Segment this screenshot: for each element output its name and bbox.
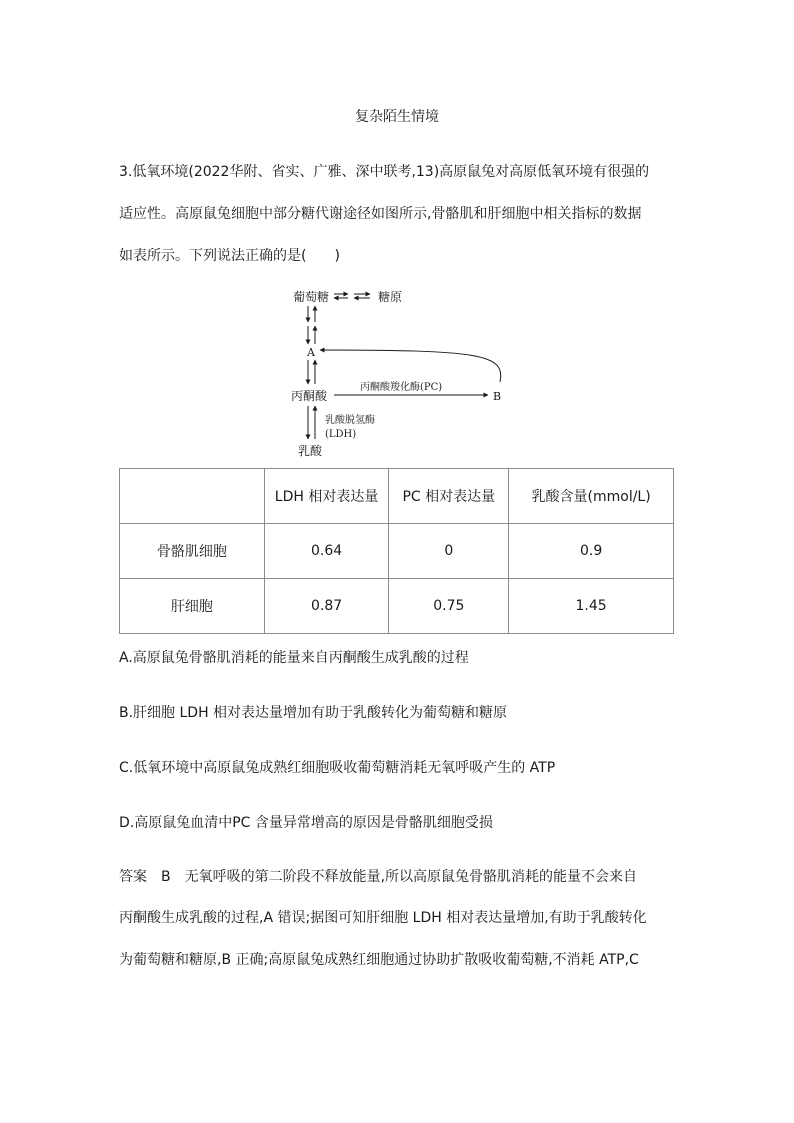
node-b-label: B <box>493 390 502 403</box>
table-cell: 0.9 <box>509 524 674 579</box>
pyruvate-lactate-arrows <box>308 406 315 439</box>
glucose-glycogen-arrows <box>334 294 370 298</box>
answer-text-1: 无氧呼吸的第二阶段不释放能量,所以高原鼠兔骨骼肌消耗的能量不会来自 <box>184 869 638 885</box>
b-to-a-arrow <box>320 350 501 382</box>
glucose-a-arrows <box>308 306 315 344</box>
table-cell: 0.87 <box>264 579 389 634</box>
option-d: D.高原鼠兔血清中PC 含量异常增高的原因是骨骼肌细胞受损 <box>119 815 493 831</box>
question-line-2: 适应性。高原鼠兔细胞中部分糖代谢途径如图所示,骨骼肌和肝细胞中相关指标的数据 <box>119 206 642 222</box>
option-c: C.低氧环境中高原鼠兔成熟红细胞吸收葡萄糖消耗无氧呼吸产生的 ATP <box>119 760 556 776</box>
table-row <box>120 524 674 579</box>
answer-line-1 <box>119 866 637 886</box>
ldh-abbr-label: (LDH) <box>325 429 357 440</box>
table-header-cell: 乳酸含量(mmol/L) <box>509 469 674 524</box>
table-cell: 1.45 <box>509 579 674 634</box>
section-title: 复杂陌生情境 <box>355 109 439 125</box>
table-cell: 骨骼肌细胞 <box>120 524 265 579</box>
table-cell: 0.75 <box>389 579 509 634</box>
table-header-row <box>120 469 674 524</box>
table-header-cell: PC 相对表达量 <box>389 469 509 524</box>
lactate-label: 乳酸 <box>298 444 323 458</box>
table-row <box>120 579 674 634</box>
pyruvate-label: 丙酮酸 <box>291 389 328 403</box>
table-cell: 肝细胞 <box>120 579 265 634</box>
table-header-cell <box>120 469 265 524</box>
pc-enzyme-label: 丙酮酸羧化酶(PC) <box>360 382 443 393</box>
ldh-enzyme-label: 乳酸脱氢酶 <box>325 415 375 426</box>
table-cell: 0.64 <box>264 524 389 579</box>
answer-label: 答案 <box>119 869 147 885</box>
answer-line-3: 为葡萄糖和糖原,B 正确;高原鼠兔成熟红细胞通过协助扩散吸收葡萄糖,不消耗 ATP,C <box>119 952 639 968</box>
option-a: A.高原鼠兔骨骼肌消耗的能量来自丙酮酸生成乳酸的过程 <box>119 650 469 666</box>
metabolic-pathway-diagram <box>280 284 520 464</box>
node-a-label: A <box>307 346 315 359</box>
answer-key: B <box>161 869 171 885</box>
a-pyruvate-arrows <box>308 360 315 384</box>
glycogen-label: 糖原 <box>378 290 403 304</box>
table-header-cell: LDH 相对表达量 <box>264 469 389 524</box>
option-b: B.肝细胞 LDH 相对表达量增加有助于乳酸转化为葡萄糖和糖原 <box>119 705 508 721</box>
question-line-3: 如表所示。下列说法正确的是( ) <box>119 248 340 264</box>
glucose-label: 葡萄糖 <box>293 290 330 304</box>
table-cell: 0 <box>389 524 509 579</box>
answer-line-2: 丙酮酸生成乳酸的过程,A 错误;据图可知肝细胞 LDH 相对表达量增加,有助于乳酸转化 <box>119 910 647 926</box>
data-table <box>119 468 674 634</box>
question-line-1: 3.低氧环境(2022华附、省实、广雅、深中联考,13)高原鼠兔对高原低氧环境有很强的 <box>119 164 650 180</box>
